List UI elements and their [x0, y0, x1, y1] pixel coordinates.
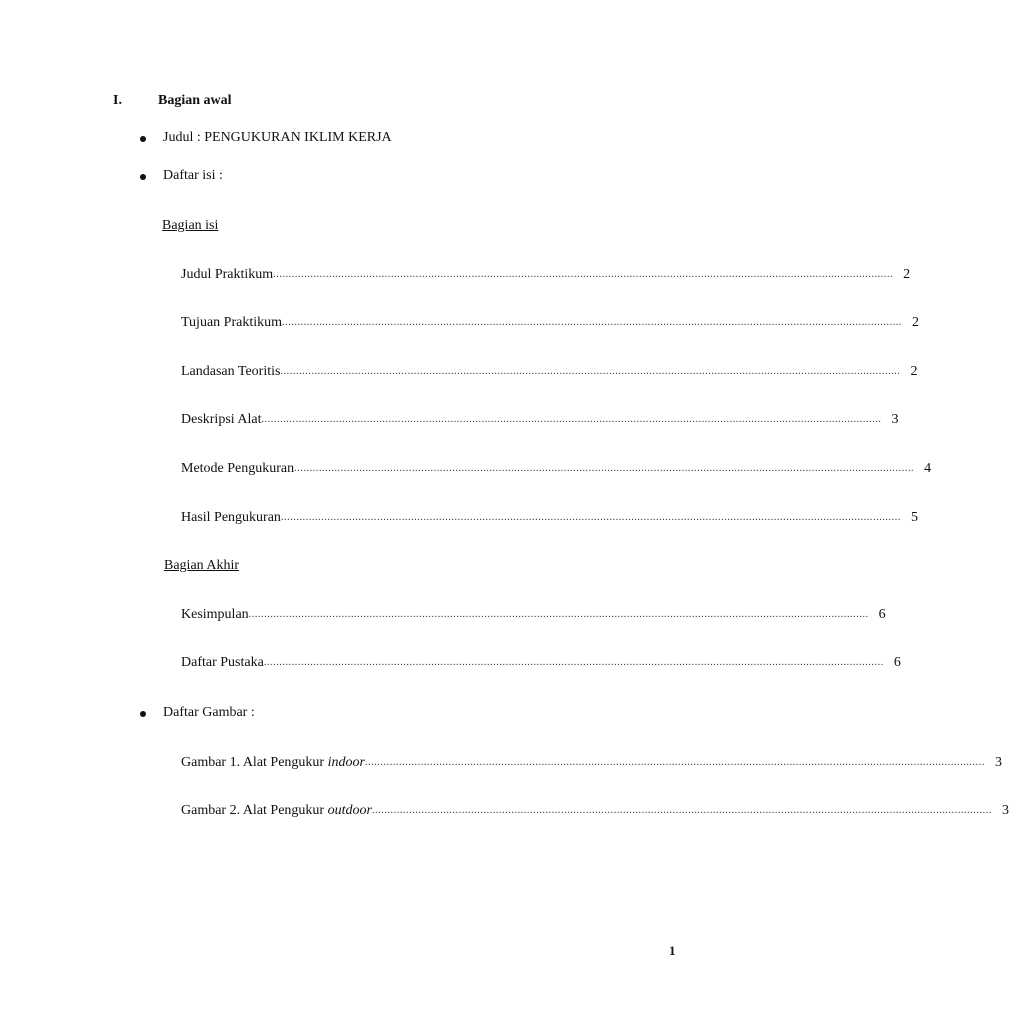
toc-entry-label: Landasan Teoritis — [181, 364, 281, 379]
figure-entry-italic: indoor — [327, 755, 365, 770]
daftar-isi-label: Daftar isi : — [163, 168, 223, 183]
toc-leader-dots: ........................................................................................................................................................................................................ — [263, 657, 884, 668]
bullet-judul — [140, 136, 146, 142]
toc-entry-page: 6 — [893, 655, 901, 670]
toc-entry-page: 2 — [903, 267, 911, 282]
figure-entry-gambar-1 — [181, 755, 1002, 773]
daftar-gambar-label: Daftar Gambar : — [163, 705, 255, 720]
toc-leader-dots: ........................................................................................................................................................................................................ — [282, 317, 902, 328]
toc-entry-label: Daftar Pustaka — [181, 655, 264, 670]
toc-entry-tujuan-praktikum — [181, 315, 919, 333]
toc-leader-dots: ........................................................................................................................................................................................................ — [280, 512, 901, 523]
figure-entry-page: 3 — [1001, 803, 1009, 818]
figure-entry-italic: outdoor — [327, 803, 372, 818]
toc-entry-label: Tujuan Praktikum — [181, 315, 282, 330]
bagian-akhir-heading: Bagian Akhir — [164, 558, 240, 573]
toc-entry-label: Judul Praktikum — [181, 267, 274, 282]
toc-leader-dots: ........................................................................................................................................................................................................ — [280, 366, 901, 377]
toc-entry-judul-praktikum — [181, 267, 911, 285]
toc-leader-dots: ........................................................................................................................................................................................................ — [364, 757, 985, 768]
toc-leader-dots: ........................................................................................................................................................................................................ — [294, 463, 915, 474]
toc-leader-dots: ........................................................................................................................................................................................................ — [371, 805, 992, 816]
toc-entry-deskripsi-alat — [181, 412, 899, 430]
toc-entry-label: Metode Pengukuran — [181, 461, 295, 476]
toc-entry-page: 4 — [924, 461, 932, 476]
bullet-daftar-isi — [140, 174, 146, 180]
toc-entry-daftar-pustaka — [181, 655, 901, 673]
toc-entry-label: Kesimpulan — [181, 607, 249, 622]
toc-entry-page: 6 — [878, 607, 886, 622]
toc-entry-kesimpulan — [181, 607, 886, 625]
toc-entry-label: Deskripsi Alat — [181, 412, 262, 427]
toc-entry-page: 5 — [910, 510, 918, 525]
toc-entry-page: 2 — [912, 315, 919, 330]
bullet-daftar-gambar — [140, 711, 146, 717]
toc-leader-dots: ........................................................................................................................................................................................................ — [248, 609, 869, 620]
toc-entry-hasil-pengukuran — [181, 510, 918, 528]
toc-entry-label: Hasil Pengukuran — [181, 510, 281, 525]
figure-entry-gambar-2 — [181, 803, 1009, 821]
figure-entry-label — [181, 803, 372, 819]
section-number: I. — [113, 93, 122, 108]
bagian-isi-heading: Bagian isi — [162, 218, 219, 233]
figure-entry-label — [181, 755, 365, 771]
toc-leader-dots: ........................................................................................................................................................................................................ — [261, 414, 882, 425]
judul-text: Judul : PENGUKURAN IKLIM KERJA — [163, 130, 392, 145]
toc-entry-landasan-teoritis — [181, 364, 918, 382]
figure-entry-page: 3 — [994, 755, 1002, 770]
figure-entry-prefix: Gambar 1. Alat Pengukur — [181, 755, 328, 770]
toc-entry-page: 3 — [891, 412, 899, 427]
section-title: Bagian awal — [158, 93, 232, 108]
toc-leader-dots: ........................................................................................................................................................................................................ — [273, 269, 894, 280]
toc-entry-page: 2 — [910, 364, 918, 379]
toc-entry-metode-pengukuran — [181, 461, 932, 479]
page-number: 1 — [669, 943, 676, 958]
figure-entry-prefix: Gambar 2. Alat Pengukur — [181, 803, 328, 818]
